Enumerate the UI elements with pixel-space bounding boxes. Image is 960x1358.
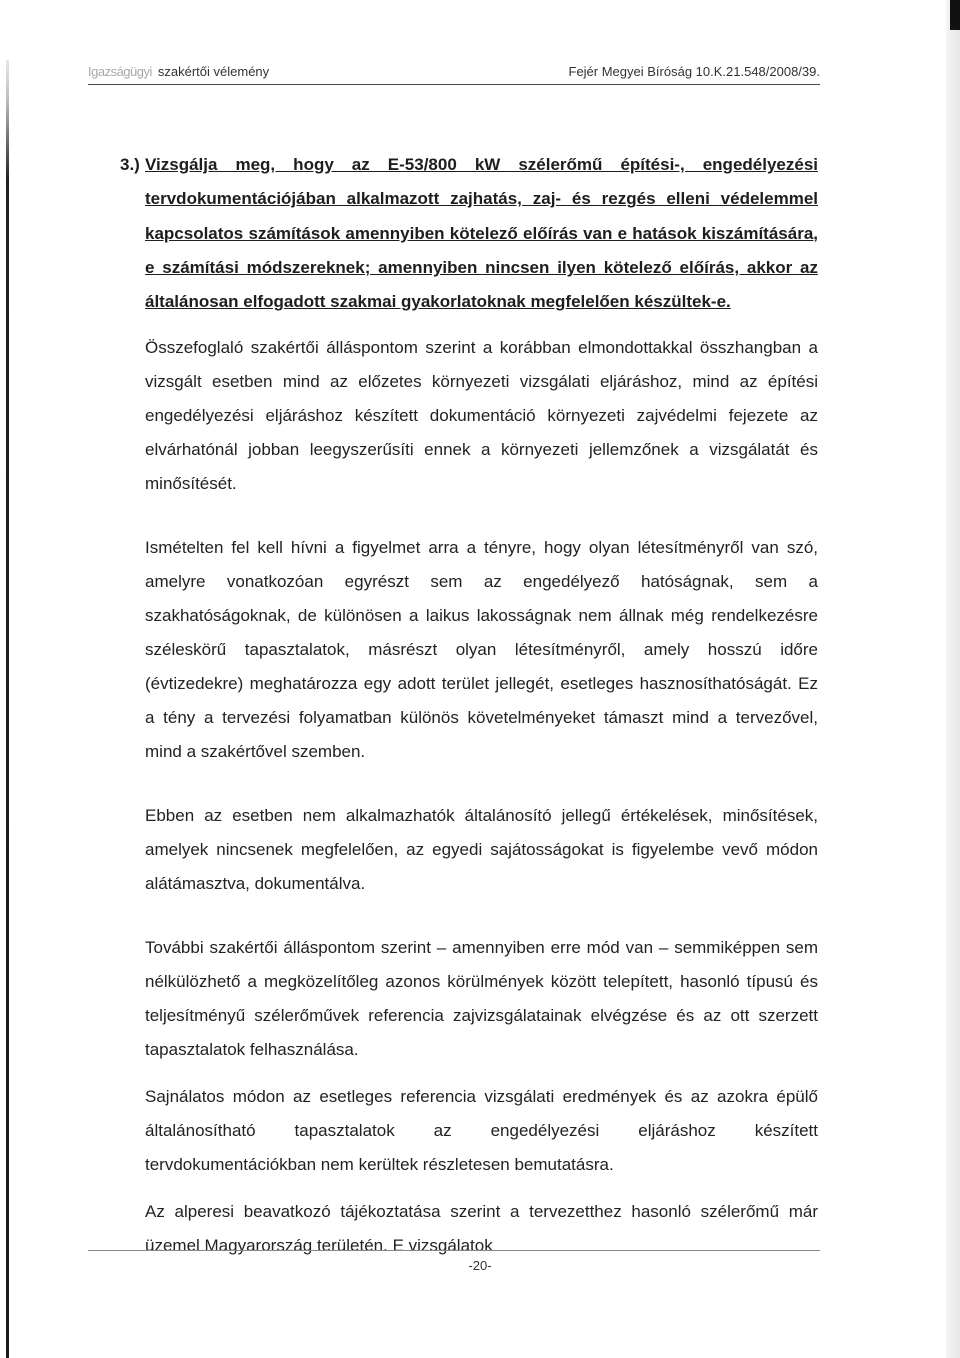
paragraph-case-specific: Ebben az esetben nem alkalmazhatók általánosító jellegű értékelések, minősítések, amelyek nincsenek megfelelően, az egyedi sajátosságokat is figyelembe vevő módon alátámasztva, dokumentálva. (145, 806, 818, 894)
paragraph-reminder: Ismételten fel kell hívni a figyelmet arra a tényre, hogy olyan létesítményről van szó, amelyre vonatkozóan egyrészt sem az engedélyező hatóságnak, sem a szakhatóságoknak, de különösen a laikus lakosságnak nem állnak még rendelkezésre széleskörű tapasztalatok, másrészt olyan létesítményről, amely hosszú időre (évtizedekre) meghatározza egy adott terület jellegét, esetleges hasznosíthatóságát. Ez a tény a tervezési folyamatban különös követelményeket támaszt mind a tervezővel, mind a szakértővel szemben. (145, 538, 818, 762)
scan-binding-shadow (6, 60, 9, 1358)
question-number: 3.) (120, 155, 140, 174)
header-case-number: Fejér Megyei Bíróság 10.K.21.548/2008/39. (568, 64, 820, 79)
footer-rule (88, 1250, 820, 1251)
page-header (88, 62, 820, 85)
question-text: Vizsgálja meg, hogy az E-53/800 kW szélerőmű építési-, engedélyezési tervdokumentációjában alkalmazott zajhatás, zaj- és rezgés elleni védelemmel kapcsolatos számítások amennyiben kötelező előírás van e hatások kiszámítására, e számítási módszereknek; amennyiben nincsen ilyen kötelező előírás, akkor az általánosan elfogadott szakmai gyakorlatoknak megfelelően készültek-e. (145, 155, 818, 312)
header-left (88, 64, 269, 79)
scan-corner-mark (950, 0, 960, 30)
paragraph-reference-measurements: További szakértői álláspontom szerint – amennyiben erre mód van – semmiképpen sem nélkülözhető a megközelítőleg azonos körülmények között telepített, hasonló típusú és teljesítményű szélerőművek referencia zajvizsgálatainak elvégzése és az ott szerzett tapasztalatok felhasználása. (145, 938, 818, 1060)
paragraph-summary-opinion: Összefoglaló szakértői álláspontom szerint a korábban elmondottakkal összhangban a vizsgált esetben mind az előzetes környezeti vizsgálati eljáráshoz, mind az építési engedélyezési eljáráshoz készített dokumentáció környezeti zajvédelmi fejezete az elvárhatónál jobban leegyszerűsíti ennek a környezeti jellemzőnek a vizsgálatát és minősítését. (145, 338, 818, 494)
paragraph-missing-results: Sajnálatos módon az esetleges referencia vizsgálati eredmények és az azokra épülő általánosítható tapasztalatok az engedélyezési eljáráshoz készített tervdokumentációkban nem kerültek részletesen bemutatásra. (145, 1087, 818, 1175)
page-body (120, 148, 818, 1263)
header-document-type: szakértői vélemény (157, 64, 270, 79)
page-number: -20- (468, 1258, 492, 1273)
scan-edge-right (946, 0, 960, 1358)
paragraph-intervener-info: Az alperesi beavatkozó tájékoztatása szerint a tervezetthez hasonló szélerőmű már üzemel Magyarország területén. E vizsgálatok (145, 1202, 818, 1256)
header-smudged-word: Igazságügyi (88, 64, 152, 79)
